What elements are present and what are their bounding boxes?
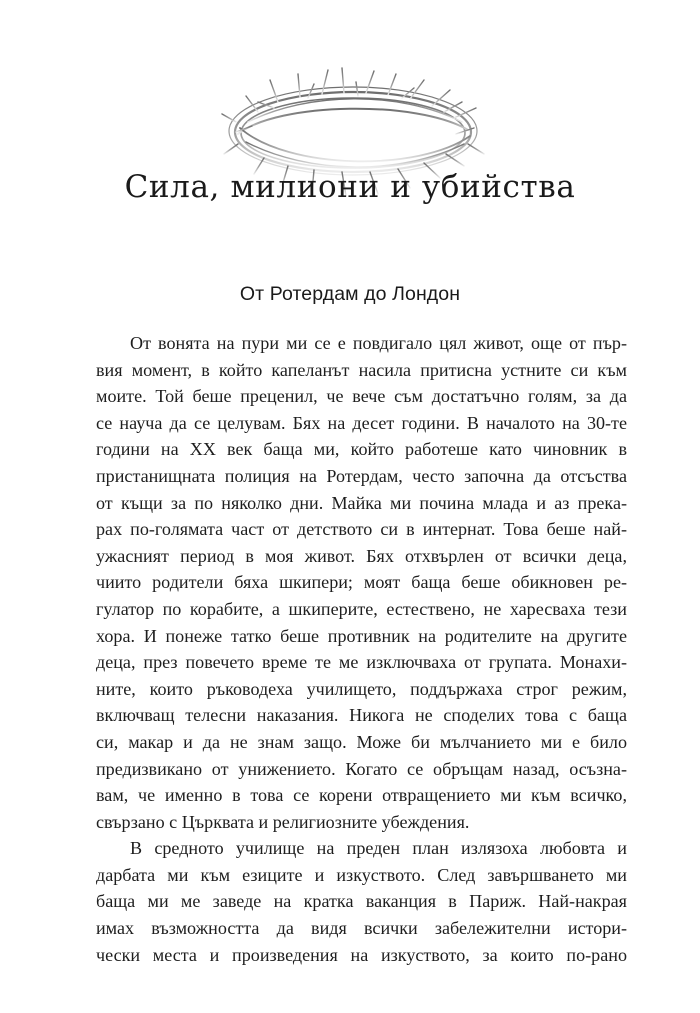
text-line: В средното училище на преден план излязоха любовта и xyxy=(130,838,627,859)
text-line: вия момент, в който капеланът насила притисна устните си към xyxy=(96,359,627,380)
body-text xyxy=(96,330,627,968)
paragraph-2 xyxy=(96,835,627,968)
text-line: вам, че именно в това се корени отвращението ми към всичко, xyxy=(96,785,627,806)
text-line: чиито родители бяха шкипери; моят баща беше обикновен ре- xyxy=(96,572,627,593)
text-line: моите. Той беше преценил, че вече съм достатъчно голям, за да xyxy=(96,386,627,407)
text-line: пристанищната полиция на Ротердам, често започна да отсъства xyxy=(96,465,627,486)
text-line: От вонята на пури ми се е повдигало цял живот, още от пър- xyxy=(130,333,627,353)
chapter-title: Сила, милиони и убийства xyxy=(124,169,576,205)
text-line: предизвикано от унижението. Когато се обръщам назад, осъзна- xyxy=(96,758,627,779)
text-line: си, макар и да не знам защо. Може би мълчанието ми е било xyxy=(96,731,627,752)
text-line: включващ телесни наказания. Никога не споделих това с баща xyxy=(96,705,627,726)
text-line: чески места и произведения на изкуството, за които по-рано xyxy=(96,944,627,965)
text-line: се науча да се целувам. Бях на десет години. В началото на 30-те xyxy=(96,412,627,433)
text-line: от къщи за по няколко дни. Майка ми почина млада и аз прека- xyxy=(96,492,627,513)
section-title: От Ротердам до Лондон xyxy=(239,283,461,305)
text-line: деца, през повечето време те ме изключваха от групата. Монахи- xyxy=(96,652,627,673)
text-line: ните, които ръководеха училището, поддържаха строг режим, xyxy=(96,678,627,699)
text-line: години на ХХ век баща ми, който работеше като чиновник в xyxy=(96,439,627,460)
text-line: ужасният период в моя живот. Бях отхвърлен от всички деца, xyxy=(96,545,627,566)
text-line: рах по-голямата част от детството си в интернат. Това беше най- xyxy=(96,519,627,540)
text-line: имах възможността да видя всички забележителни истори- xyxy=(96,918,627,939)
text-line: хора. И понеже татко беше противник на родителите на другите xyxy=(96,625,627,646)
text-line: баща ми ме заведе на кратка ваканция в Париж. Най-накрая xyxy=(96,891,627,912)
paragraph-1 xyxy=(96,330,627,835)
text-line: дарбата ми към езиците и изкуството. След завършването ми xyxy=(96,864,627,885)
text-line: свързано с Църквата и религиозните убеждения. xyxy=(96,811,470,832)
text-line: гулатор по корабите, а шкиперите, естествено, не харесваха тези xyxy=(96,598,627,619)
